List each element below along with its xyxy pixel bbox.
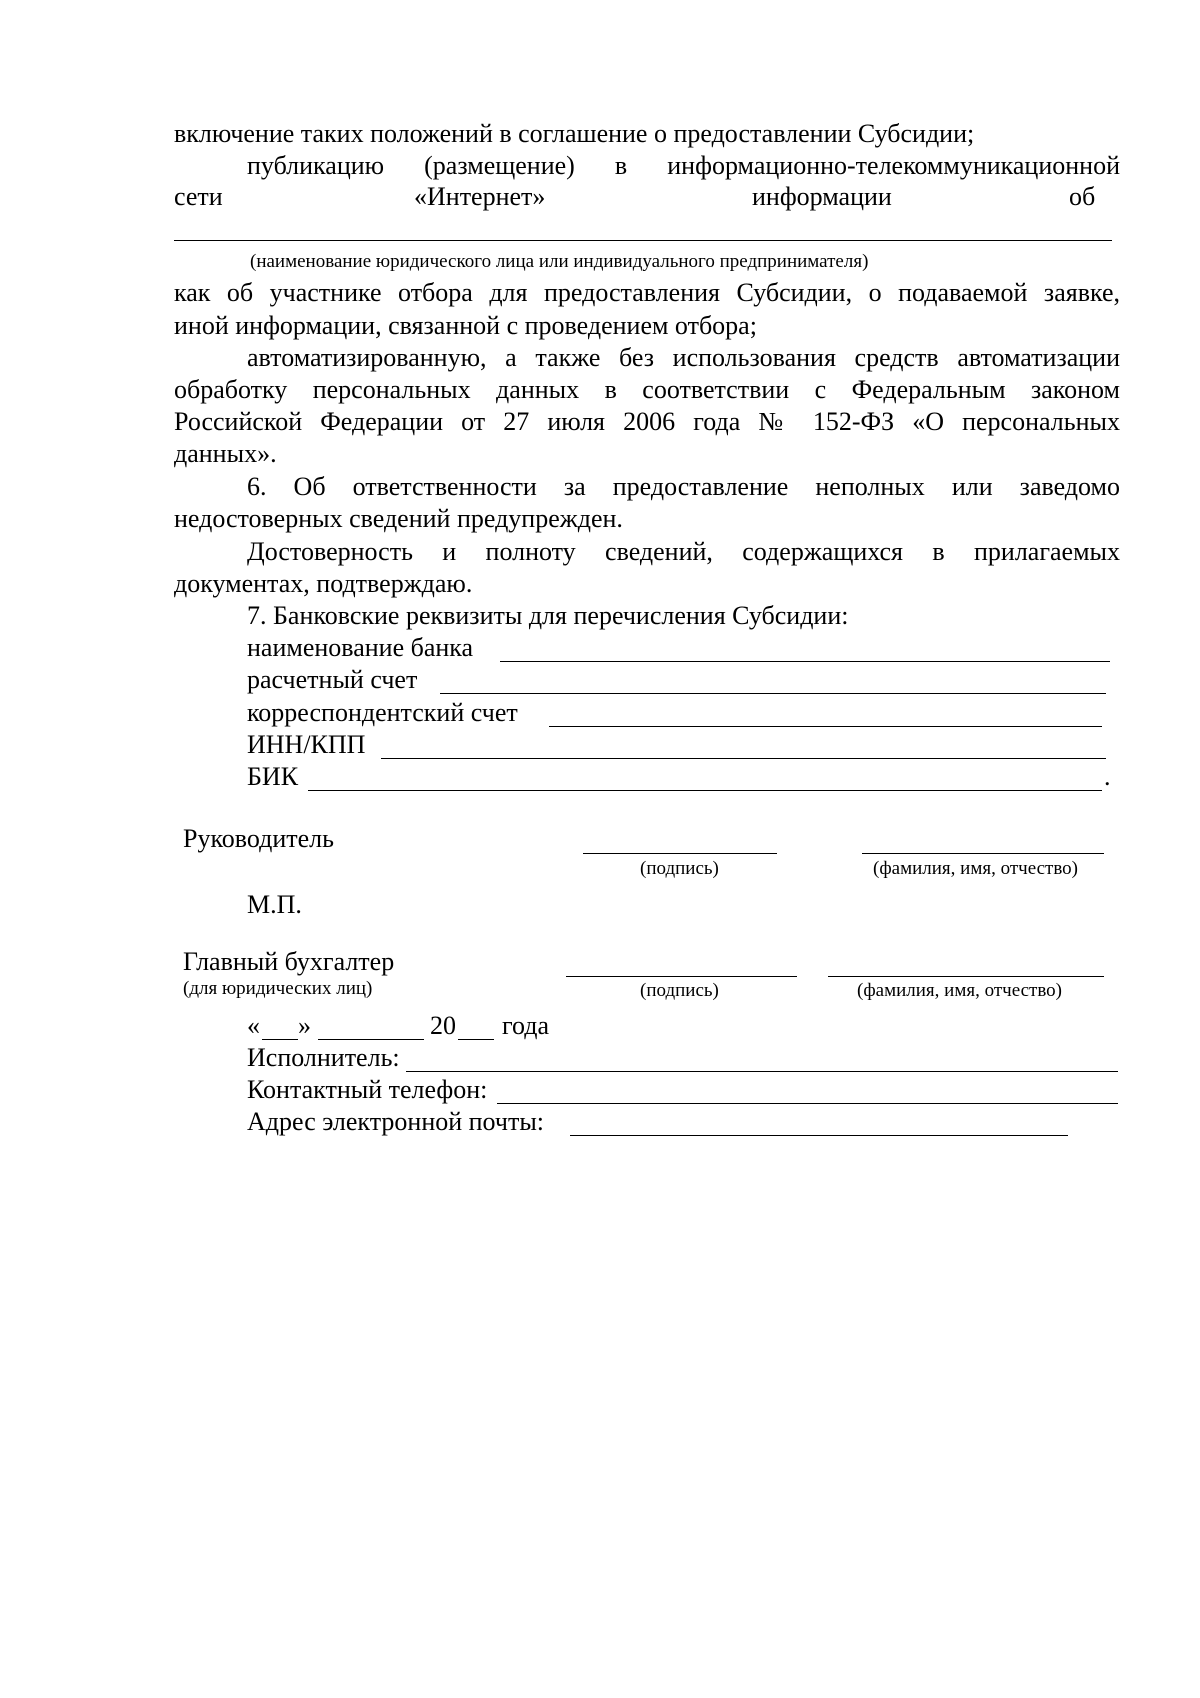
- bik-field[interactable]: [308, 790, 1102, 791]
- date-open-quote: «: [247, 1011, 260, 1040]
- email-field[interactable]: [570, 1135, 1068, 1136]
- executor-field[interactable]: [406, 1071, 1118, 1072]
- paragraph-line: включение таких положений в соглашение о предоставлении Субсидии;: [174, 119, 975, 148]
- word: информации: [752, 182, 892, 211]
- paragraph-line: Российской Федерации от 27 июля 2006 года № 152-ФЗ «О персональных: [174, 407, 1120, 436]
- fio-caption: (фамилия, имя, отчество): [873, 858, 1079, 879]
- chief-accountant-label: Главный бухгалтер: [183, 947, 395, 976]
- account-field[interactable]: [440, 693, 1106, 694]
- year-suffix: года: [502, 1011, 550, 1040]
- inn-kpp-field[interactable]: [381, 758, 1106, 759]
- entity-name-blank[interactable]: [174, 240, 1112, 241]
- account-label: расчетный счет: [247, 665, 418, 694]
- accountant-signature-field[interactable]: [566, 976, 797, 977]
- paragraph-line: иной информации, связанной с проведением отбора;: [174, 311, 757, 340]
- date-close-quote: »: [298, 1011, 311, 1040]
- phone-field[interactable]: [497, 1103, 1118, 1104]
- word: об: [1069, 182, 1096, 211]
- day-field[interactable]: [262, 1039, 298, 1040]
- email-label: Адрес электронной почты:: [247, 1107, 545, 1136]
- paragraph-line: данных».: [174, 439, 277, 468]
- corr-account-field[interactable]: [549, 726, 1102, 727]
- bank-name-label: наименование банка: [247, 633, 474, 662]
- corr-account-label: корреспондентский счет: [247, 698, 518, 727]
- section-heading: 7. Банковские реквизиты для перечисления Субсидии:: [247, 601, 849, 630]
- head-label: Руководитель: [183, 824, 334, 853]
- paragraph-line: как об участнике отбора для предоставления Субсидии, о подаваемой заявке,: [174, 278, 1120, 307]
- fio-caption: (фамилия, имя, отчество): [857, 980, 1063, 1001]
- paragraph-line: документах, подтверждаю.: [174, 569, 473, 598]
- month-field[interactable]: [318, 1039, 424, 1040]
- accountant-fio-field[interactable]: [828, 976, 1104, 977]
- paragraph-line: обработку персональных данных в соответствии с Федеральным законом: [174, 375, 1120, 404]
- inn-kpp-label: ИНН/КПП: [247, 730, 366, 759]
- word: сети: [174, 182, 223, 211]
- legal-entities-caption: (для юридических лиц): [183, 978, 373, 999]
- year-field[interactable]: [458, 1039, 494, 1040]
- paragraph-line: публикацию (размещение) в информационно-телекоммуникационной: [247, 151, 1120, 180]
- signature-caption: (подпись): [640, 858, 719, 879]
- year-prefix: 20: [430, 1011, 456, 1040]
- bik-label: БИК: [247, 762, 299, 791]
- word: «Интернет»: [414, 182, 546, 211]
- bik-period: .: [1104, 762, 1111, 791]
- head-signature-field[interactable]: [583, 853, 777, 854]
- signature-caption: (подпись): [640, 980, 719, 1001]
- phone-label: Контактный телефон:: [247, 1075, 488, 1104]
- paragraph-line: 6. Об ответственности за предоставление неполных или заведомо: [247, 472, 1120, 501]
- bank-name-field[interactable]: [500, 661, 1110, 662]
- paragraph-line: Достоверность и полноту сведений, содержащихся в прилагаемых: [247, 537, 1120, 566]
- executor-label: Исполнитель:: [247, 1043, 400, 1072]
- entity-name-caption: (наименование юридического лица или индивидуального предпринимателя): [250, 251, 869, 272]
- head-fio-field[interactable]: [862, 853, 1104, 854]
- stamp-label: М.П.: [247, 890, 302, 919]
- paragraph-line: недостоверных сведений предупрежден.: [174, 504, 623, 533]
- paragraph-line: автоматизированную, а также без использования средств автоматизации: [247, 343, 1120, 372]
